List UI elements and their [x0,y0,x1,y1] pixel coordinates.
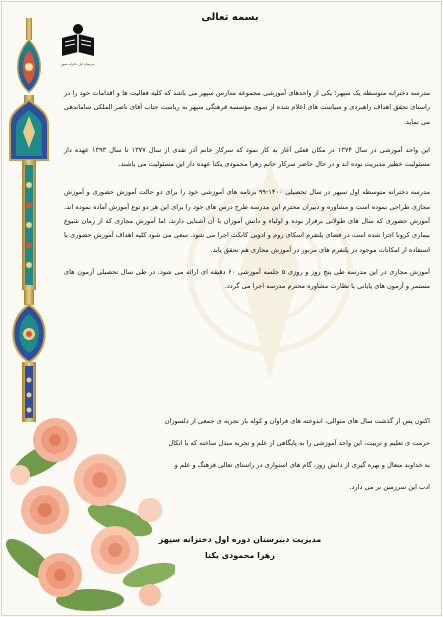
letter-body [64,86,430,308]
paragraph-history: این واحد آموزشی در سال ۱۳۷۴ در مکان فعلی آغاز به کار نمود که سرکار خانم آذر تقدی از سال ۱۳۷۷ تا سال ۱۳۹۳ عهده دار مسئولیت خطیر مدیریت بوده اند و در حال حاضر سرکار خانم زهرا محمودی یکتا عهده دار این مسئولیت می باشند. [64,145,430,169]
closing-line: حرمت ی تعلیم و تربیت، این واحد آموزشی را به پایگاهی از علم و تجربه مبدل ساخته که با اتکال [168,439,430,447]
signature-block [150,532,330,564]
signature-name: زهرا محمودی یکتا [205,551,275,560]
paragraph-programs: مدرسه دخترانه متوسطه اول سپهر در سال تحصیلی ۱۴۰۰-۹۹ برنامه های آموزشی خود را برای دو حالت آموزش حضوری و آموزش مجازی طراحی نموده است و مشاوره و دبیران محترم این مدرسه طرح درس های خود را برای این هر دو نوع آموزش آماده نموده اند. آموزش حضوری که سال های طولانی برقرار بوده و اولیاء و دانش آموزان با آن آشنایی دارند، اما آموزش مجازی که از زمان شیوع بیماری کرونا اجرا شده است در فضای پلتفرم اسکای روم و ادوبی کانکت اجرا می شود. سعی می شود کلیه اهداف آموزش حضوری با استفاده از امکانات موجود در پلتفرم های مزبور در آموزش مجازی هم تحقق یابد. [64,188,430,254]
logo-caption: دبیرستان اول دخترانه سپهر [60,62,96,66]
closing-paragraph [64,410,430,498]
closing-line: ادب این سرزمین بر می دارد. [349,483,430,491]
closing-line: به خداوند متعال و بهره گیری از دانش روز، گام های استواری در راستای تعالی فرهنگ و علم و [174,461,430,469]
closing-line: اکنون پس از گذشت سال های متوالی، اندوخته های فراوان و کوله بار تجربه ی جمعی از دلسوزان [164,417,430,425]
paragraph-intro: مدرسه دخترانه متوسطه یک سپهر؛ یکی از واحدهای آموزشی مجموعه مدارس سپهر می باشد که کلیه فعالیت ها و اقدامات خود را در راستای تحقق اهداف راهبردی و سیاست های اعلام شده از سوی مؤسسه فرهنگی سپهر به ریاست جناب آقای ناصر الملکی ساماندهی می نماید. [64,89,430,126]
signature-title: مدیریت دبیرستان دوره اول دخترانه سپهر [158,535,322,544]
paragraph-virtual: آموزش مجازی در این مدرسه طی پنج روز و روزی ۵ جلسه آموزشی ۶۰ دقیقه ای ارائه می شود. در طی سال تحصیلی آزمون های مستمر و آزمون های پایانی با نظارت مشاوره محترم مدرسه اجرا می گردد. [64,267,430,291]
sepehr-school-logo-icon [58,22,98,66]
page-title: بسمه تعالی [201,12,259,23]
